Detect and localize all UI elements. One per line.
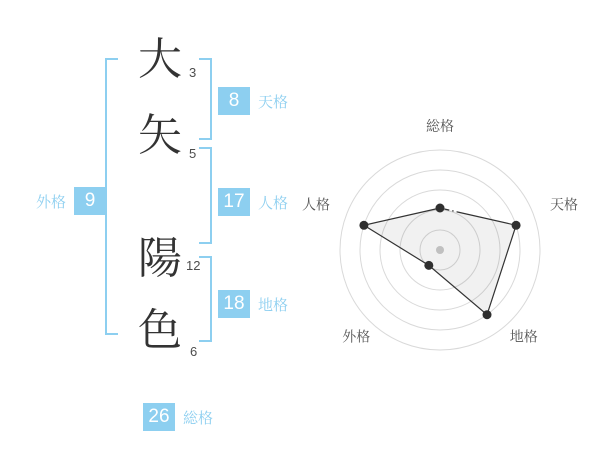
stroke-count: 3 xyxy=(189,65,197,80)
radar-axis-label: 総格 xyxy=(426,118,454,134)
radar-data-point xyxy=(483,310,492,319)
stroke-count: 6 xyxy=(190,344,198,359)
radar-data-point xyxy=(359,221,368,230)
bracket-jinkaku xyxy=(199,147,212,244)
chikaku-label: 地格 xyxy=(258,296,289,314)
jinkaku-badge xyxy=(218,188,288,216)
bracket-gaikaku xyxy=(105,58,118,335)
soukaku-value: 26 xyxy=(143,403,175,431)
radar-data-point xyxy=(424,261,433,270)
gaikaku-badge xyxy=(36,187,106,215)
radar-data-point xyxy=(436,204,445,213)
soukaku-label: 総格 xyxy=(183,409,214,427)
tenkaku-label: 天格 xyxy=(258,93,289,111)
jinkaku-label: 人格 xyxy=(258,194,289,212)
jinkaku-value: 17 xyxy=(218,188,250,216)
tenkaku-badge xyxy=(218,87,288,115)
radar-area xyxy=(364,208,516,315)
stroke-count: 5 xyxy=(189,146,197,161)
name-char-1: 大 xyxy=(138,35,182,84)
gaikaku-label: 外格 xyxy=(36,193,67,211)
chikaku-badge xyxy=(218,290,288,318)
stroke-count: 12 xyxy=(186,258,201,273)
radar-axis-label: 地格 xyxy=(509,328,538,345)
radar-chart xyxy=(295,110,595,370)
bracket-chikaku xyxy=(199,256,212,342)
name-char-2: 矢 xyxy=(138,111,182,160)
radar-axis-label: 人格 xyxy=(301,196,330,213)
name-char-3: 陽 xyxy=(138,234,182,283)
soukaku-badge xyxy=(143,403,213,431)
radar-axis-label: 天格 xyxy=(550,196,579,213)
radar-data-point xyxy=(512,221,521,230)
bracket-tenkaku xyxy=(199,58,212,140)
tenkaku-value: 8 xyxy=(218,87,250,115)
name-char-4: 色 xyxy=(138,306,182,355)
chikaku-value: 18 xyxy=(218,290,250,318)
radar-center-dot xyxy=(436,246,444,254)
radar-axis-label: 外格 xyxy=(342,328,371,345)
gaikaku-value: 9 xyxy=(74,187,106,215)
